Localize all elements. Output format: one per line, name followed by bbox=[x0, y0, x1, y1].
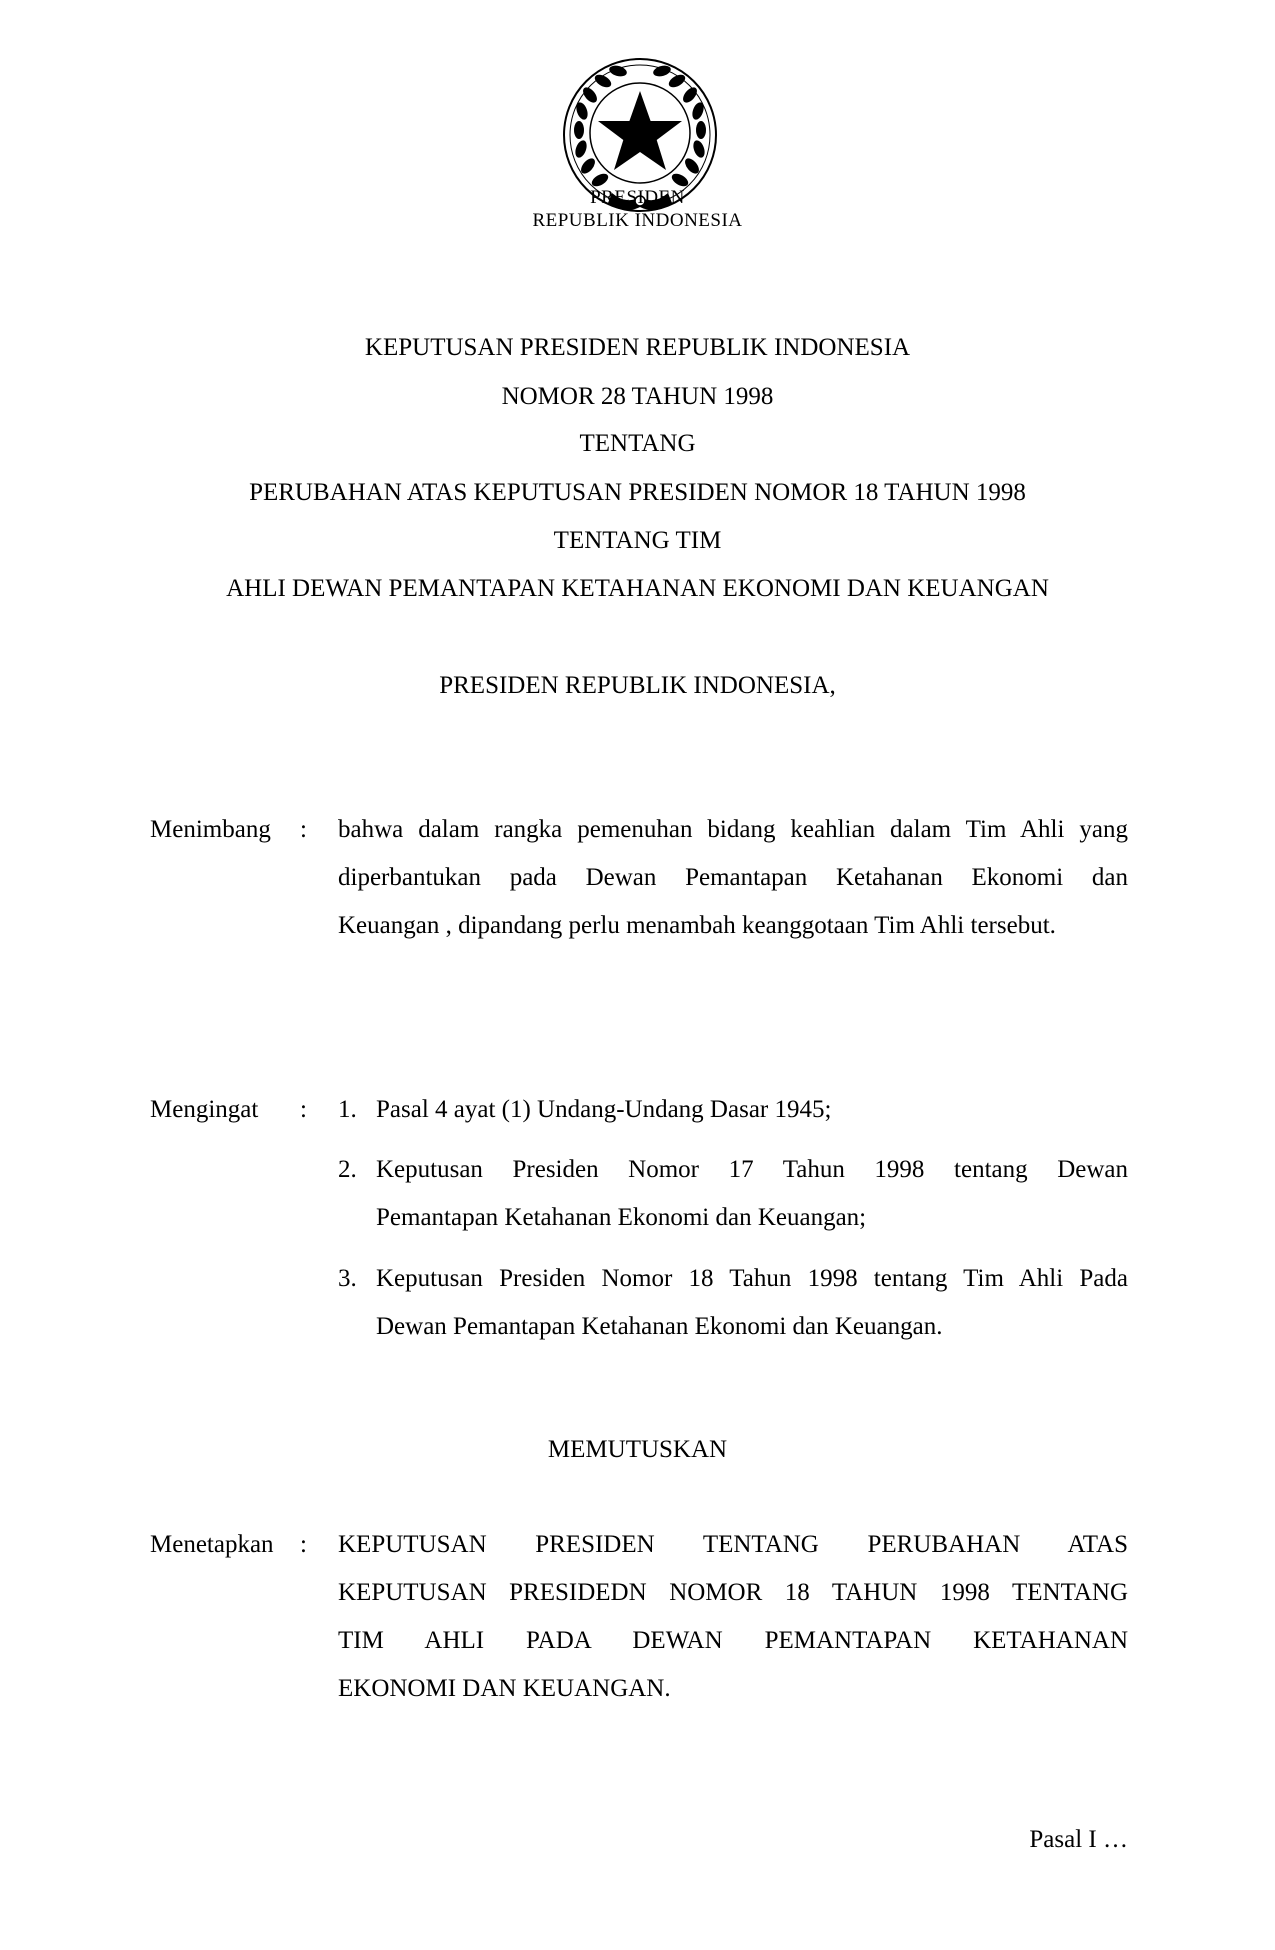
mengingat-item-line: Dewan Pemantapan Ketahanan Ekonomi dan Keuangan. bbox=[376, 1313, 943, 1340]
memutuskan-heading: MEMUTUSKAN bbox=[547, 1436, 728, 1463]
institution-line2: REPUBLIK INDONESIA bbox=[532, 210, 743, 231]
menimbang-line: diperbantukan pada Dewan Pemantapan Ketahanan Ekonomi dan bbox=[338, 864, 1128, 891]
mengingat-item-line: Pasal 4 ayat (1) Undang-Undang Dasar 1945; bbox=[376, 1096, 832, 1123]
mengingat-colon: : bbox=[300, 1096, 307, 1123]
institution-line1: PRESIDEN bbox=[590, 187, 685, 208]
mengingat-label: Mengingat bbox=[150, 1096, 259, 1123]
menetapkan-label: Menetapkan bbox=[150, 1531, 274, 1558]
menimbang-line: bahwa dalam rangka pemenuhan bidang keahlian dalam Tim Ahli yang bbox=[338, 816, 1128, 843]
mengingat-item-number: 1. bbox=[338, 1096, 357, 1123]
menimbang-colon: : bbox=[300, 816, 307, 843]
menimbang-line: Keuangan , dipandang perlu menambah keanggotaan Tim Ahli tersebut. bbox=[338, 912, 1056, 939]
document-title-line1: KEPUTUSAN PRESIDEN REPUBLIK INDONESIA bbox=[364, 334, 911, 361]
menetapkan-line: TIM AHLI PADA DEWAN PEMANTAPAN KETAHANAN bbox=[338, 1627, 1128, 1654]
document-title-line3: TENTANG bbox=[579, 430, 696, 457]
mengingat-item-number: 3. bbox=[338, 1265, 357, 1292]
document-title-line2: NOMOR 28 TAHUN 1998 bbox=[501, 383, 774, 410]
mengingat-item-line: Keputusan Presiden Nomor 18 Tahun 1998 tentang Tim Ahli Pada bbox=[376, 1265, 1128, 1292]
mengingat-item-line: Pemantapan Ketahanan Ekonomi dan Keuangan; bbox=[376, 1204, 867, 1231]
preamble: PRESIDEN REPUBLIK INDONESIA, bbox=[439, 672, 836, 699]
menetapkan-line: KEPUTUSAN PRESIDEDN NOMOR 18 TAHUN 1998 TENTANG bbox=[338, 1579, 1128, 1606]
document-title-line6: AHLI DEWAN PEMANTAPAN KETAHANAN EKONOMI DAN KEUANGAN bbox=[226, 575, 1049, 602]
document-title-line5: TENTANG TIM bbox=[553, 527, 722, 554]
mengingat-item-line: Keputusan Presiden Nomor 17 Tahun 1998 tentang Dewan bbox=[376, 1156, 1128, 1183]
page-continuation: Pasal I … bbox=[1029, 1826, 1128, 1853]
menetapkan-line: EKONOMI DAN KEUANGAN. bbox=[338, 1675, 671, 1702]
mengingat-item-number: 2. bbox=[338, 1156, 357, 1183]
menetapkan-colon: : bbox=[300, 1531, 307, 1558]
menimbang-label: Menimbang bbox=[150, 816, 271, 843]
menetapkan-line: KEPUTUSAN PRESIDEN TENTANG PERUBAHAN ATAS bbox=[338, 1531, 1128, 1558]
document-title-line4: PERUBAHAN ATAS KEPUTUSAN PRESIDEN NOMOR 18 TAHUN 1998 bbox=[249, 479, 1026, 506]
